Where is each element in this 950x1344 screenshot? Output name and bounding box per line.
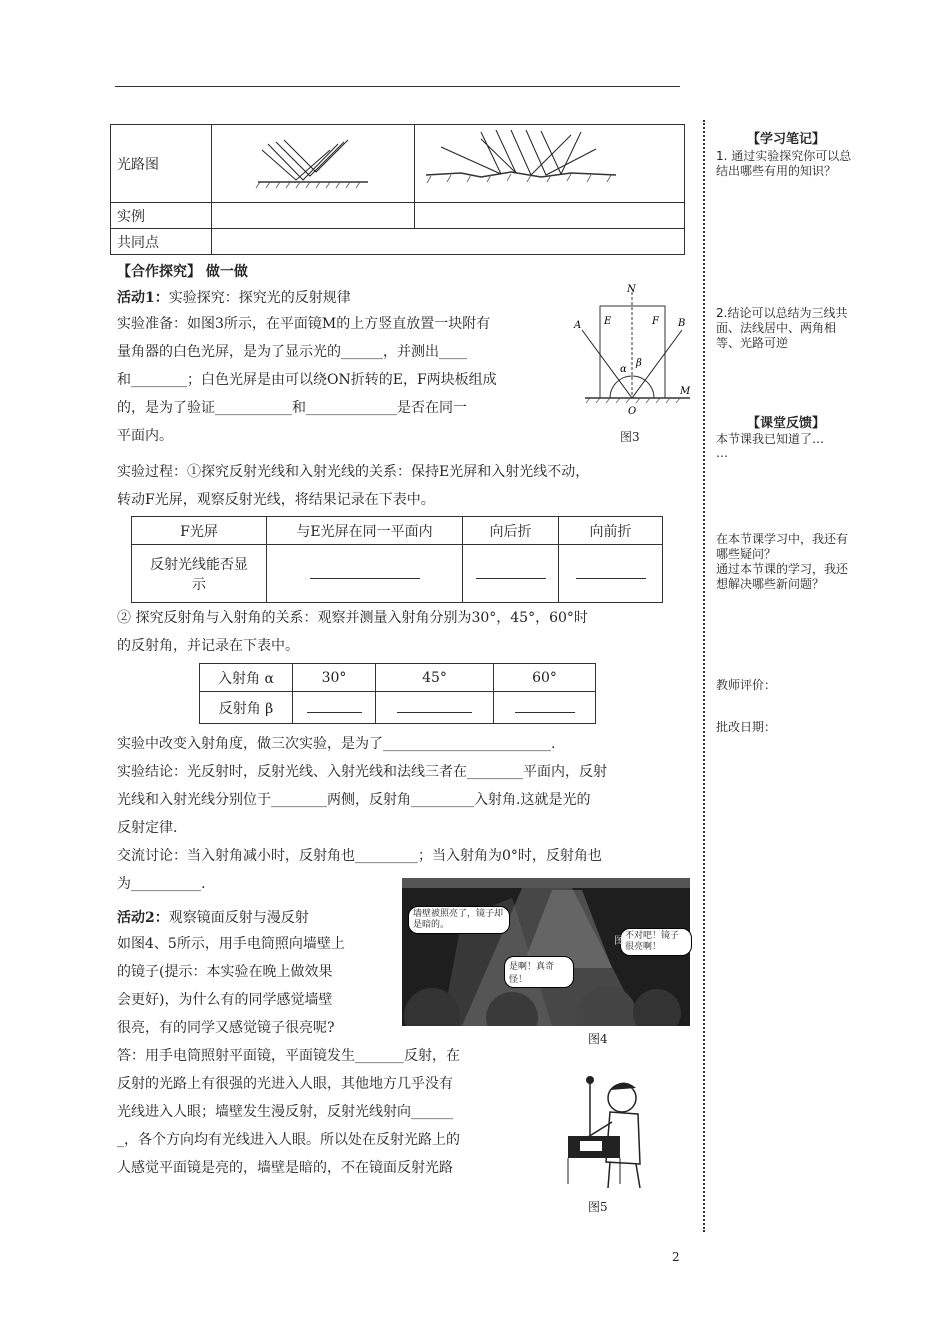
process-line: 实验过程：①探究反射光线和入射光线的关系：保持E光屏和入射光线不动， (117, 464, 590, 480)
figure-5-caption: 图5 (588, 1200, 608, 1214)
note-2: 2.结论可以总结为三线共面、法线居中、两角相等、光路可逆 (716, 306, 848, 350)
fig4-inner-label: 图 (614, 936, 624, 947)
label-M: M (680, 386, 691, 397)
example-cell-2[interactable] (415, 203, 685, 229)
feedback-questions: 在本节课学习中，我还有哪些疑问？ (716, 532, 849, 561)
figure-5-image (560, 1072, 660, 1190)
activity1-title-text: 实验探究：探究光的反射规律 (168, 290, 351, 306)
activity2-line: 很亮，有的同学又感觉镜子很亮呢? (117, 1020, 335, 1036)
label-alpha: α (620, 364, 627, 375)
activity2-line: 的镜子(提示：本实验在晚上做效果 (117, 964, 333, 980)
conclusion-line: 交流讨论：当入射角减小时，反射角也_________；当入射角为0°时，反射角也 (117, 848, 602, 864)
angle-header: 45° (376, 664, 494, 692)
speech-bubble: 不对吧！镜子很亮啊！ (620, 928, 692, 956)
row-label-common: 共同点 (111, 229, 212, 255)
prep-line: 量角器的白色光屏，是为了显示光的______，并测出____ (117, 344, 467, 360)
angle-header: 入射角 α (200, 664, 293, 692)
feedback-new-problems: 通过本节课的学习，我还想解决哪些新问题？ (716, 562, 849, 591)
prep-line: 实验准备：如图3所示，在平面镜M的上方竖直放置一块附有 (117, 316, 491, 332)
prep-line: 的，是为了验证___________和_____________是否在同一 (117, 400, 467, 416)
part2-text (117, 604, 682, 660)
activity2-question (117, 930, 402, 1042)
label-E: E (604, 316, 612, 327)
f-row-label-line2: 示 (192, 576, 206, 593)
sidebar-divider (703, 120, 705, 1232)
row-label-diagram: 光路图 (111, 125, 212, 203)
feedback-known-cont: … (716, 446, 728, 460)
activity2-line: 人感觉平面镜是亮的，墙壁是暗的，不在镜面反射光路 (117, 1160, 453, 1176)
f-answer-cell[interactable] (267, 545, 463, 603)
figure-3-caption: 图3 (620, 430, 640, 444)
conclusion-line: 为__________. (117, 876, 206, 892)
speech-bubble: 墙壁被照亮了，镜子却是暗的。 (408, 906, 510, 934)
activity2-line: 答：用手电筒照射平面镜，平面镜发生_______反射，在 (117, 1048, 460, 1064)
conclusion-line: 反射定律. (117, 820, 178, 836)
activity2-line: 如图4、5所示，用手电筒照向墙壁上 (117, 936, 345, 952)
activity2-title (117, 904, 397, 932)
figure-3 (570, 282, 695, 447)
angle-header: 60° (494, 664, 596, 692)
prep-line: 平面内。 (117, 428, 173, 444)
specular-diagram (212, 125, 415, 203)
prep-line: 和________；白色光屏是由可以绕ON折转的E，F两块板组成 (117, 372, 497, 388)
f-answer-cell[interactable] (463, 545, 559, 603)
label-N: N (627, 284, 636, 295)
reflect-answer[interactable] (376, 692, 494, 724)
reflect-answer[interactable] (494, 692, 596, 724)
activity2-title-text: 观察镜面反射与漫反射 (168, 910, 309, 926)
label-O: O (628, 406, 637, 417)
conclusion-line: 光线和入射光线分别位于________两侧，反射角_________入射角.这就是光的 (117, 792, 591, 808)
activity2-line: _，各个方向均有光线进入人眼。所以处在反射光路上的 (117, 1132, 460, 1148)
f-header: 向后折 (463, 517, 559, 545)
activity2-label: 活动2： (117, 910, 169, 926)
figure-4-caption: 图4 (588, 1032, 608, 1046)
page-number: 2 (672, 1250, 680, 1264)
f-header: 与E光屏在同一平面内 (267, 517, 463, 545)
activity1-prep (117, 310, 557, 450)
label-F: F (652, 316, 659, 327)
f-row-label-line1: 反射光线能否显 (150, 556, 248, 573)
part2-line: 的反射角，并记录在下表中。 (117, 638, 299, 654)
conclusion-text (117, 730, 682, 898)
activity2-line: 会更好)，为什么有的同学感觉墙壁 (117, 992, 333, 1008)
activity2-line: 反射的光路上有很强的光进入人眼，其他地方几乎没有 (117, 1076, 453, 1092)
diffuse-diagram (415, 125, 685, 203)
f-answer-cell[interactable] (559, 545, 663, 603)
f-header: F光屏 (132, 517, 267, 545)
feedback-title: 【课堂反馈】 (746, 416, 825, 431)
teacher-evaluation: 教师评价： (716, 678, 777, 692)
feedback-known: 本节课我已知道了… (716, 432, 825, 446)
common-cell[interactable] (212, 229, 685, 255)
section-heading: 【合作探究】 做一做 (117, 264, 248, 280)
conclusion-line: 实验中改变入射角度，做三次实验，是为了________________________. (117, 736, 556, 752)
process-text (117, 458, 682, 514)
example-cell-1[interactable] (212, 203, 415, 229)
angle-table (199, 663, 596, 724)
optics-table (110, 124, 685, 255)
figure-4-image (402, 878, 690, 1026)
f-screen-table (131, 516, 663, 603)
label-B: B (678, 318, 686, 329)
f-header: 向前折 (559, 517, 663, 545)
row-label-example: 实例 (111, 203, 212, 229)
angle-header: 30° (293, 664, 376, 692)
notes-title: 【学习笔记】 (746, 132, 825, 147)
header-rule (115, 86, 680, 87)
reflect-angle-label: 反射角 β (200, 692, 293, 724)
f-row-label (132, 545, 267, 603)
activity1-label: 活动1： (117, 290, 169, 306)
label-beta: β (636, 358, 642, 369)
label-A: A (574, 320, 582, 331)
speech-bubble: 是啊！真奇怪！ (504, 956, 574, 988)
note-1: 1. 通过实验探究你可以总结出哪些有用的知识？ (716, 149, 852, 178)
activity2-answer (117, 1042, 542, 1182)
process-line: 转动F光屏，观察反射光线，将结果记录在下表中。 (117, 492, 435, 508)
reflect-answer[interactable] (293, 692, 376, 724)
part2-line: ② 探究反射角与入射角的关系：观察并测量入射角分别为30°，45°，60°时 (117, 610, 588, 626)
activity2-line: 光线进入人眼；墙壁发生漫反射，反射光线射向______ (117, 1104, 453, 1120)
conclusion-line: 实验结论：光反射时，反射光线、入射光线和法线三者在________平面内，反射 (117, 764, 607, 780)
grading-date: 批改日期： (716, 720, 777, 734)
